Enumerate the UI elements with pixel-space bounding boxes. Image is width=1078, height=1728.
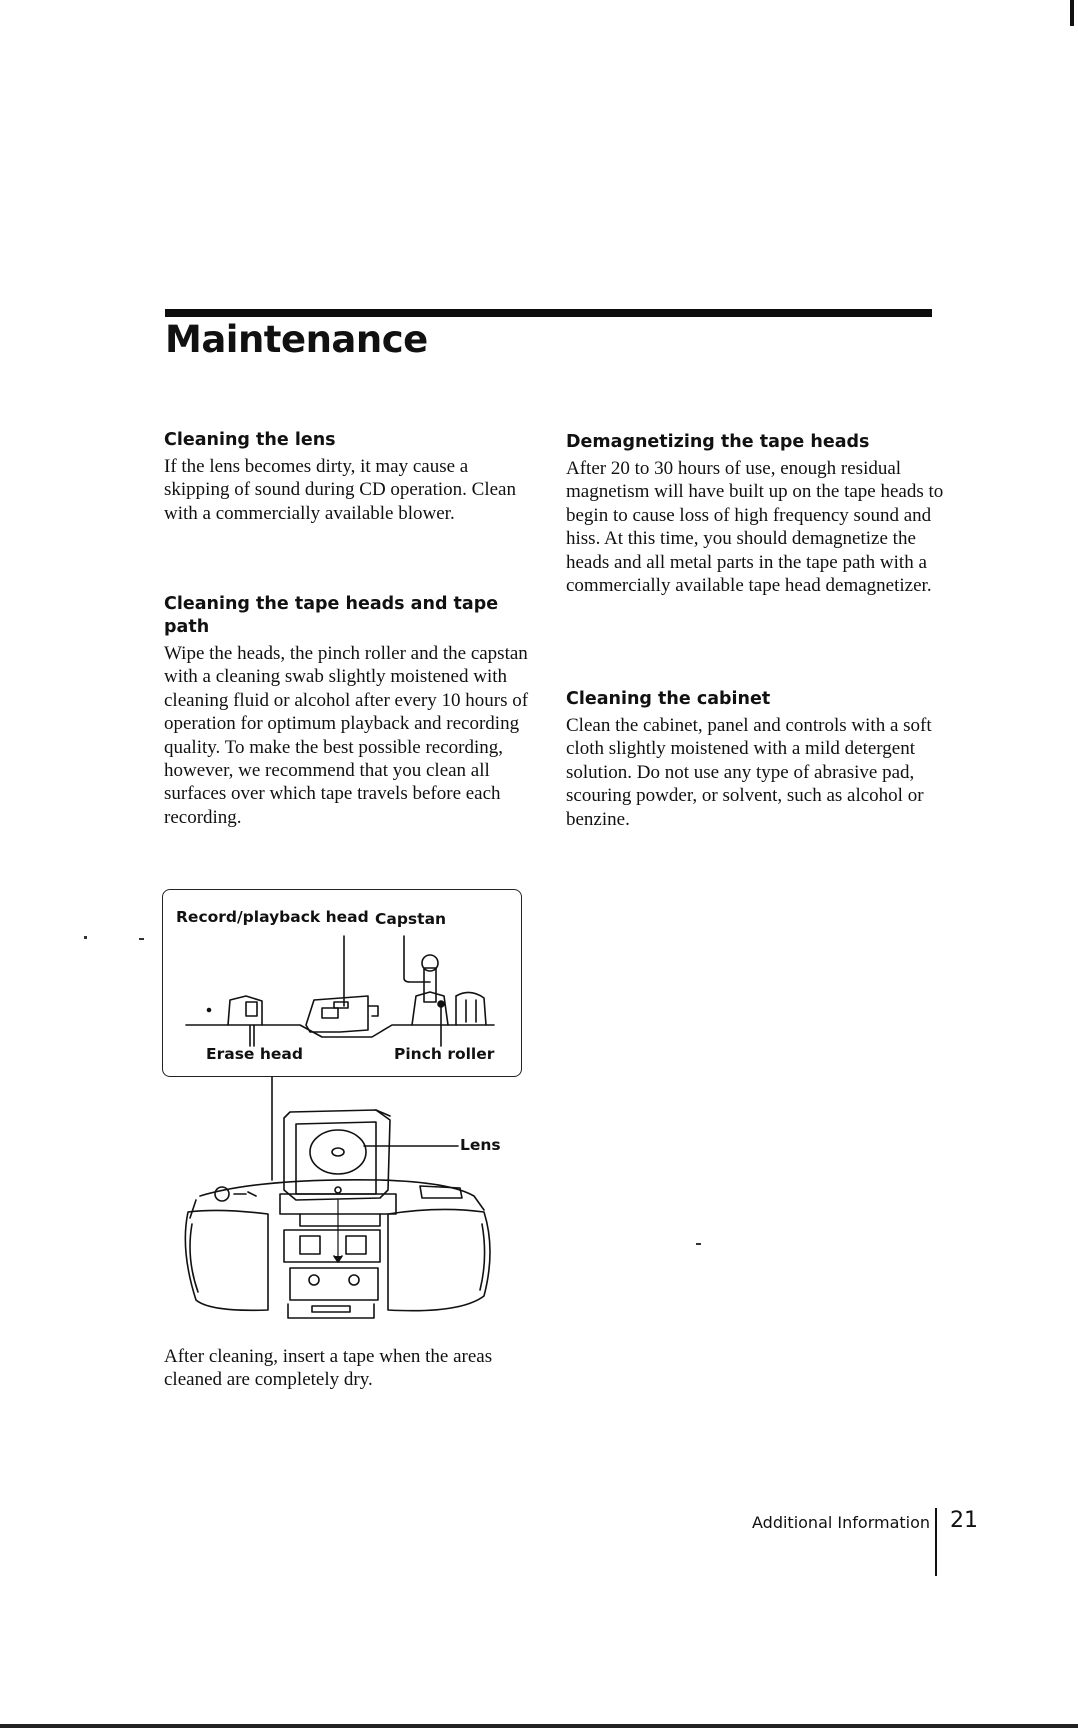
section-heading: Cleaning the cabinet (566, 689, 771, 709)
section-body: Clean the cabinet, panel and controls with a soft cloth slightly moistened with a mild detergent solution. Do not use any type of abrasive pad, scouring powder, or solvent, such as alcohol or benzine. (566, 715, 932, 830)
label-pinch-roller: Pinch roller (394, 1045, 495, 1063)
section-body: If the lens becomes dirty, it may cause a skipping of sound during CD operation. Clean with a commercially available blower. (164, 456, 516, 524)
scan-speck (84, 936, 87, 939)
boombox-body (185, 1180, 490, 1318)
erase-head-part (228, 996, 262, 1046)
section-body: Wipe the heads, the pinch roller and the capstan with a cleaning swab slightly moistened with cleaning fluid or alcohol after every 10 hours of operation for optimum playback and recording quality. To make the best possible recording, however, we recommend that you clean all surfaces over which tape travels before each recording. (164, 643, 529, 828)
footer-divider (935, 1508, 937, 1576)
tape-path-line (186, 1025, 494, 1037)
scan-bottom-edge (0, 1724, 1078, 1728)
section-body: After 20 to 30 hours of use, enough residual magnetism will have built up on the tape heads to begin to cause loss of high frequency sound and hiss. At this time, you should demagnetize the heads and all metal parts in the tape path with a commercially available tape head demagnetizer. (566, 458, 944, 597)
label-capstan: Capstan (375, 910, 447, 928)
page-number: 21 (950, 1508, 978, 1533)
page-title: Maintenance (165, 318, 428, 361)
label-erase-head: Erase head (206, 1045, 303, 1063)
label-record-playback-head: Record/playback head (176, 908, 369, 926)
scan-speck (696, 1243, 701, 1245)
section-heading: Cleaning the lens (164, 430, 336, 450)
label-lens: Lens (460, 1136, 501, 1154)
scan-speck (139, 938, 144, 940)
section-heading: Cleaning the tape heads and tape path (164, 594, 499, 637)
record-playback-head-part (306, 936, 378, 1032)
footer-section-name: Additional Information (752, 1513, 931, 1532)
after-cleaning-caption: After cleaning, insert a tape when the areas cleaned are completely dry. (164, 1346, 493, 1391)
pinch-roller-part (412, 992, 486, 1046)
section-heading: Demagnetizing the tape heads (566, 432, 870, 452)
